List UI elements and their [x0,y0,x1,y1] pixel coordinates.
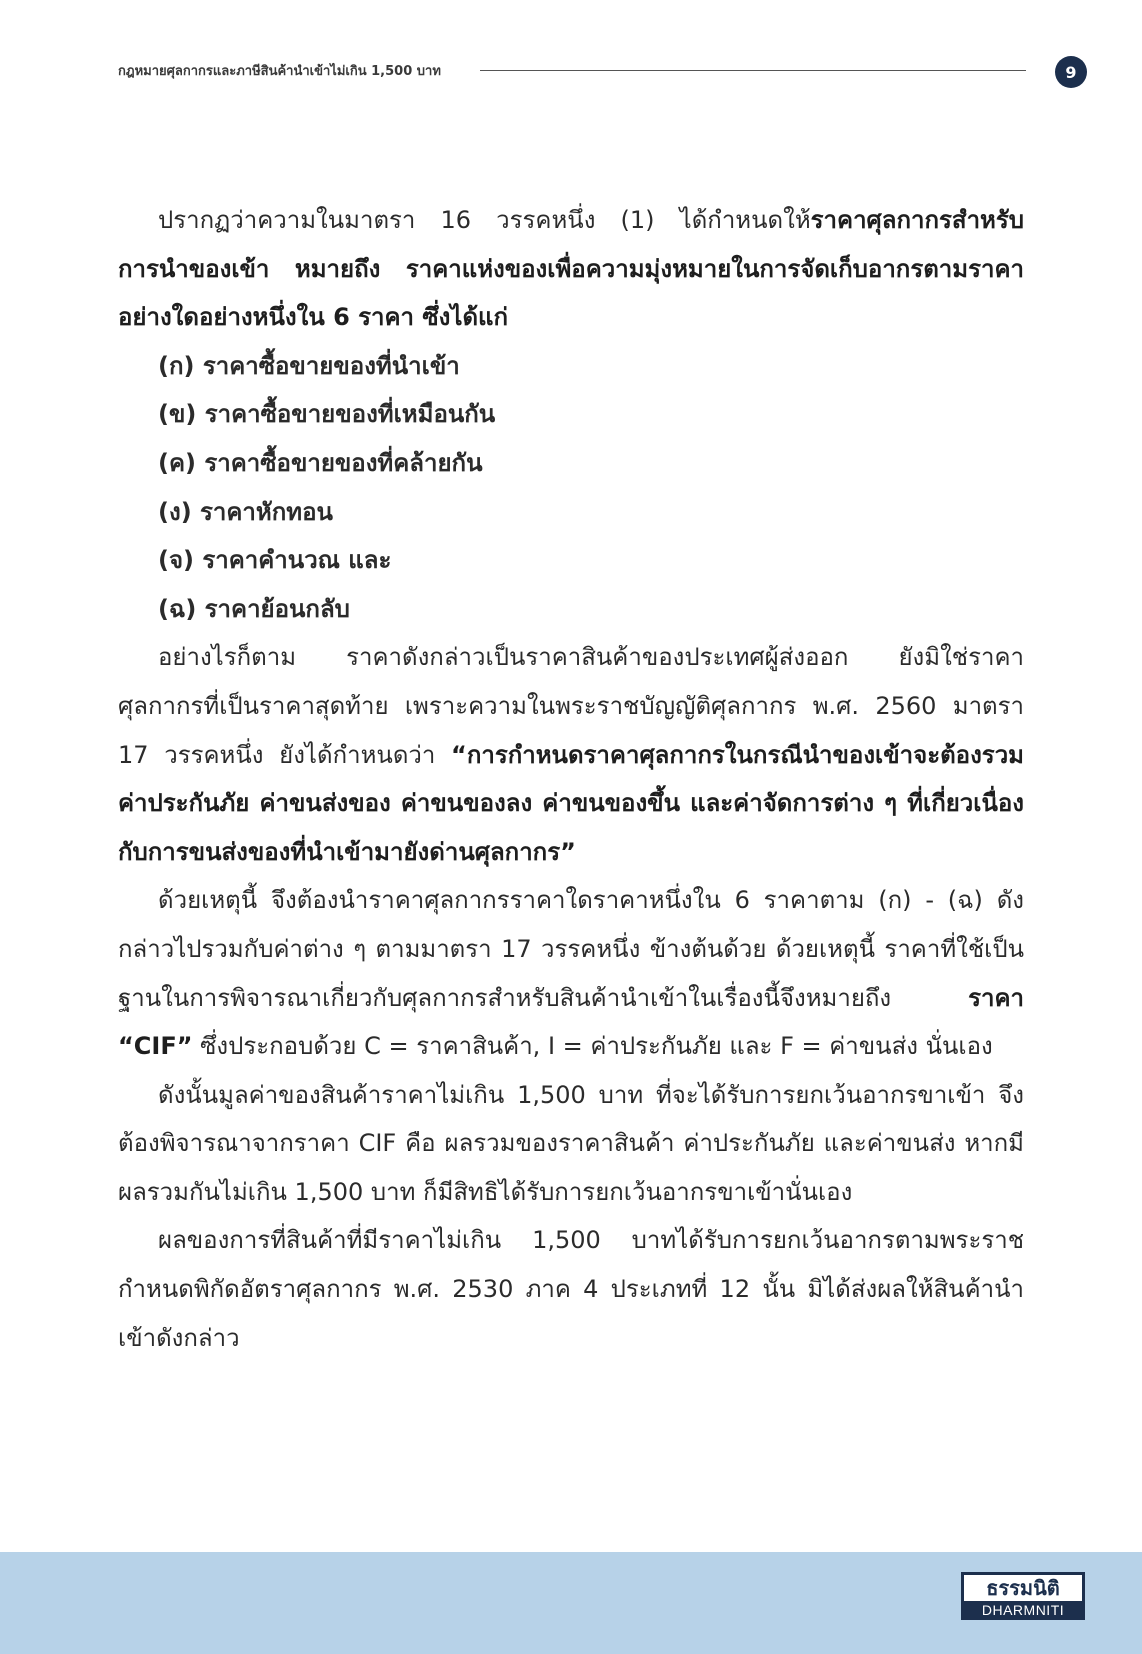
logo-thai-text: ธรรมนิติ [964,1575,1082,1601]
body-text [118,196,1024,1362]
list-item: (ฉ) ราคาย้อนกลับ [158,594,350,623]
list-item: (ค) ราคาซื้อขายของที่คล้ายกัน [158,448,483,477]
paragraph-2 [118,633,1024,876]
list-item: (จ) ราคาคำนวณ และ [158,546,392,575]
paragraph-3-text: ด้วยเหตุนี้ จึงต้องนำราคาศุลกากรราคาใดราคาหนึ่งใน 6 ราคาตาม (ก) - (ฉ) ดังกล่าวไปรวมกับค่าต่าง ๆ ตามมาตรา 17 วรรคหนึ่ง ข้างต้นด้วย ด้วยเหตุนี้ ราคาที่ใช้เป็นฐานในการพิจารณาเกี่ยวกับศุลกากรสำหรับสินค้านำเข้าในเรื่องนี้จึงหมายถึง [118,886,1024,1012]
logo-latin-text: DHARMNITI [981,1602,1065,1618]
paragraph-1-text: ปรากฏว่าความในมาตรา 16 วรรคหนึ่ง (1) ได้กำหนดให้ [158,206,811,234]
running-title: กฎหมายศุลกากรและภาษีสินค้านำเข้าไม่เกิน 1,500 บาท [118,64,441,79]
list-item: (ข) ราคาซื้อขายของที่เหมือนกัน [158,400,496,429]
dharmniti-logo [961,1572,1085,1620]
paragraph-3-bold: ราคา “CIF” [118,983,1024,1061]
paragraph-2-quote: “การกำหนดราคาศุลกากรในกรณีนำของเข้าจะต้องรวมค่าประกันภัย ค่าขนส่งของ ค่าขนของลง ค่าขนของขึ้น และค่าจัดการต่าง ๆ ที่เกี่ยวเนื่องกับการขนส่งของที่นำเข้ามายังด่านศุลกากร” [118,740,1024,866]
list-item: (ก) ราคาซื้อขายของที่นำเข้า [158,351,460,380]
price-list [118,342,1024,634]
paragraph-1-bold: ราคาศุลกากรสำหรับการนำของเข้า หมายถึง ราคาแห่งของเพื่อความมุ่งหมายในการจัดเก็บอากรตามราคาอย่างใดอย่างหนึ่งใน 6 ราคา ซึ่งได้แก่ [118,206,1024,332]
page-number-badge: 9 [1055,56,1087,88]
paragraph-3 [118,876,1024,1070]
header-rule [480,70,1026,71]
paragraph-4: ดังนั้นมูลค่าของสินค้าราคาไม่เกิน 1,500 บาท ที่จะได้รับการยกเว้นอากรขาเข้า จึงต้องพิจารณาจากราคา CIF คือ ผลรวมของราคาสินค้า ค่าประกันภัย และค่าขนส่ง หากมีผลรวมกันไม่เกิน 1,500 บาท ก็มีสิทธิได้รับการยกเว้นอากรขาเข้านั่นเอง [118,1080,1024,1206]
paragraph-5: ผลของการที่สินค้าที่มีราคาไม่เกิน 1,500 บาทได้รับการยกเว้นอากรตามพระราชกำหนดพิกัดอัตราศุลกากร พ.ศ. 2530 ภาค 4 ประเภทที่ 12 นั้น มิได้ส่งผลให้สินค้านำเข้าดังกล่าว [118,1226,1024,1352]
paragraph-1 [118,196,1024,342]
page-header [118,56,1088,86]
paragraph-3-tail: ซึ่งประกอบด้วย C = ราคาสินค้า, I = ค่าประกันภัย และ F = ค่าขนส่ง นั่นเอง [192,1032,993,1061]
list-item: (ง) ราคาหักทอน [158,497,333,526]
paragraph-2-text: อย่างไรก็ตาม ราคาดังกล่าวเป็นราคาสินค้าของประเทศผู้ส่งออก ยังมิใช่ราคาศุลกากรที่เป็นราคาสุดท้าย เพราะความในพระราชบัญญัติศุลกากร พ.ศ. 2560 มาตรา 17 วรรคหนึ่ง ยังได้กำหนดว่า [118,643,1024,769]
